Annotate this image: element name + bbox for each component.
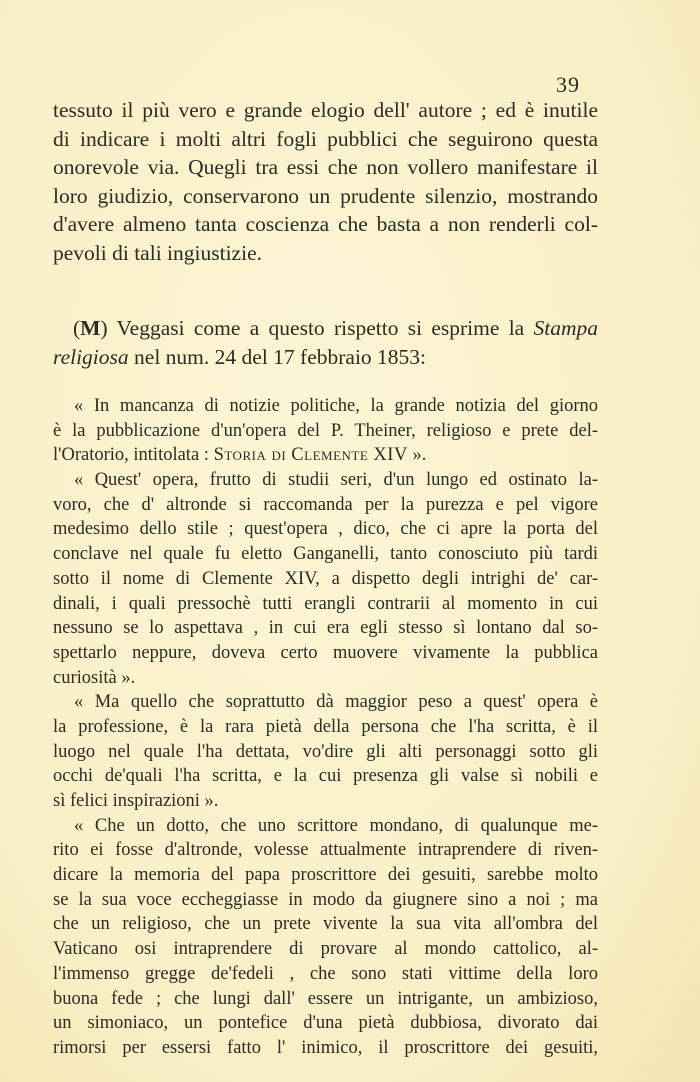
quote-line: nessuno se lo aspettava , in cui era egli stesso sì lontano dal so- [53, 618, 598, 639]
text-line: d'avere almeno tanta coscienza che basta a non renderli col- [53, 212, 598, 237]
quote-line [53, 443, 598, 468]
note-text: Veggasi come a questo rispetto si esprime la [107, 316, 534, 340]
text-line: di indicare i molti altri fogli pubblici che seguirono questa [53, 126, 598, 151]
quote-line: rito ei fosse d'altronde, volesse attualmente intraprendere di riven- [53, 840, 598, 861]
quote-text: ». [407, 445, 427, 466]
quote-line: sotto il nome di Clemente XIV, a dispetto degli intrighi de' car- [53, 568, 598, 589]
text-line: tessuto il più vero e grande elogio dell' autore ; ed è inutile [53, 98, 598, 122]
note-marker-open: ( [73, 316, 81, 340]
quote-line: dinali, i quali pressochè tutti erangli contrarii al momento in cui [53, 593, 598, 614]
quote-line: voro, che d' altronde si raccomanda per la purezza e pel vigore [53, 494, 598, 515]
quote-line: sì felici inspirazioni ». [53, 791, 219, 811]
quote-line: l'immenso gregge de'fedeli , che sono stati vittime della loro [53, 963, 598, 984]
text-line: pevoli di tali ingiustizie. [53, 240, 262, 265]
note-marker-letter: M [80, 316, 101, 340]
continuation-paragraph [53, 96, 598, 268]
text-line: loro giudizio, conservarono un prudente silenzio, mostrando [53, 183, 598, 208]
quote-line: « Che un dotto, che uno scrittore mondano, di qualunque me- [74, 815, 598, 836]
quotation-block [53, 394, 598, 1061]
text-line: onorevole via. Quegli tra essi che non vollero manifestare il [53, 155, 598, 180]
journal-title-part: Stampa [533, 316, 598, 340]
quote-line: se la sua voce eccheggiasse in modo da giugnere sino a noi ; ma [53, 889, 598, 910]
note-paragraph [53, 314, 598, 371]
book-title: Storia di Clemente XIV [213, 445, 408, 466]
quote-line: Vaticano osi intraprendere di provare al mondo cattolico, al- [53, 939, 598, 960]
journal-title-part: religiosa [53, 344, 129, 369]
quote-line: che un religioso, che un prete vivente la sua vita all'ombra del [53, 914, 598, 935]
quote-line: « Ma quello che soprattutto dà maggior peso a quest' opera è [74, 692, 598, 713]
quote-text: l'Oratorio, intitolata : [53, 445, 214, 466]
quote-line: spettarlo neppure, doveva certo muovere vivamente la pubblica [53, 642, 598, 663]
quote-line: rimorsi per essersi fatto l' inimico, il proscrittore dei gesuiti, [53, 1037, 598, 1058]
quote-line: occhi de'quali l'ha scritta, e la cui presenza gli valse sì nobili e [53, 766, 598, 787]
quote-line: « Quest' opera, frutto di studii seri, d'un lungo ed ostinato la- [74, 470, 598, 491]
quote-line: un simoniaco, un pontefice d'una pietà dubbiosa, divorato dai [53, 1013, 598, 1034]
quote-line: curiosità ». [53, 667, 136, 688]
quote-line: luogo nel quale l'ha dettata, vo'dire gli alti personaggi sotto gli [53, 741, 598, 762]
quote-line: la professione, è la rara pietà della persona che l'ha scritta, è il [53, 716, 598, 737]
quote-line: medesimo dello stile ; quest'opera , dico, che ci apre la porta del [53, 519, 598, 540]
note-line [53, 314, 598, 343]
note-line [53, 343, 598, 372]
quote-line: dicare la memoria del papa proscrittore dei gesuiti, sarebbe molto [53, 865, 598, 886]
page-number: 39 [556, 72, 580, 97]
quote-line: buona fede ; che lungi dall' essere un intrigante, un ambizioso, [53, 988, 598, 1009]
note-text: nel num. 24 del 17 febbraio 1853: [128, 344, 427, 369]
quote-line: è la pubblicazione d'un'opera del P. Theiner, religioso e prete del- [53, 420, 598, 441]
quote-line: conclave nel quale fu eletto Ganganelli, tanto conosciuto più tardi [53, 544, 598, 565]
quote-line: « In mancanza di notizie politiche, la grande notizia del giorno [74, 396, 598, 416]
note-marker-close: ) [100, 316, 108, 340]
